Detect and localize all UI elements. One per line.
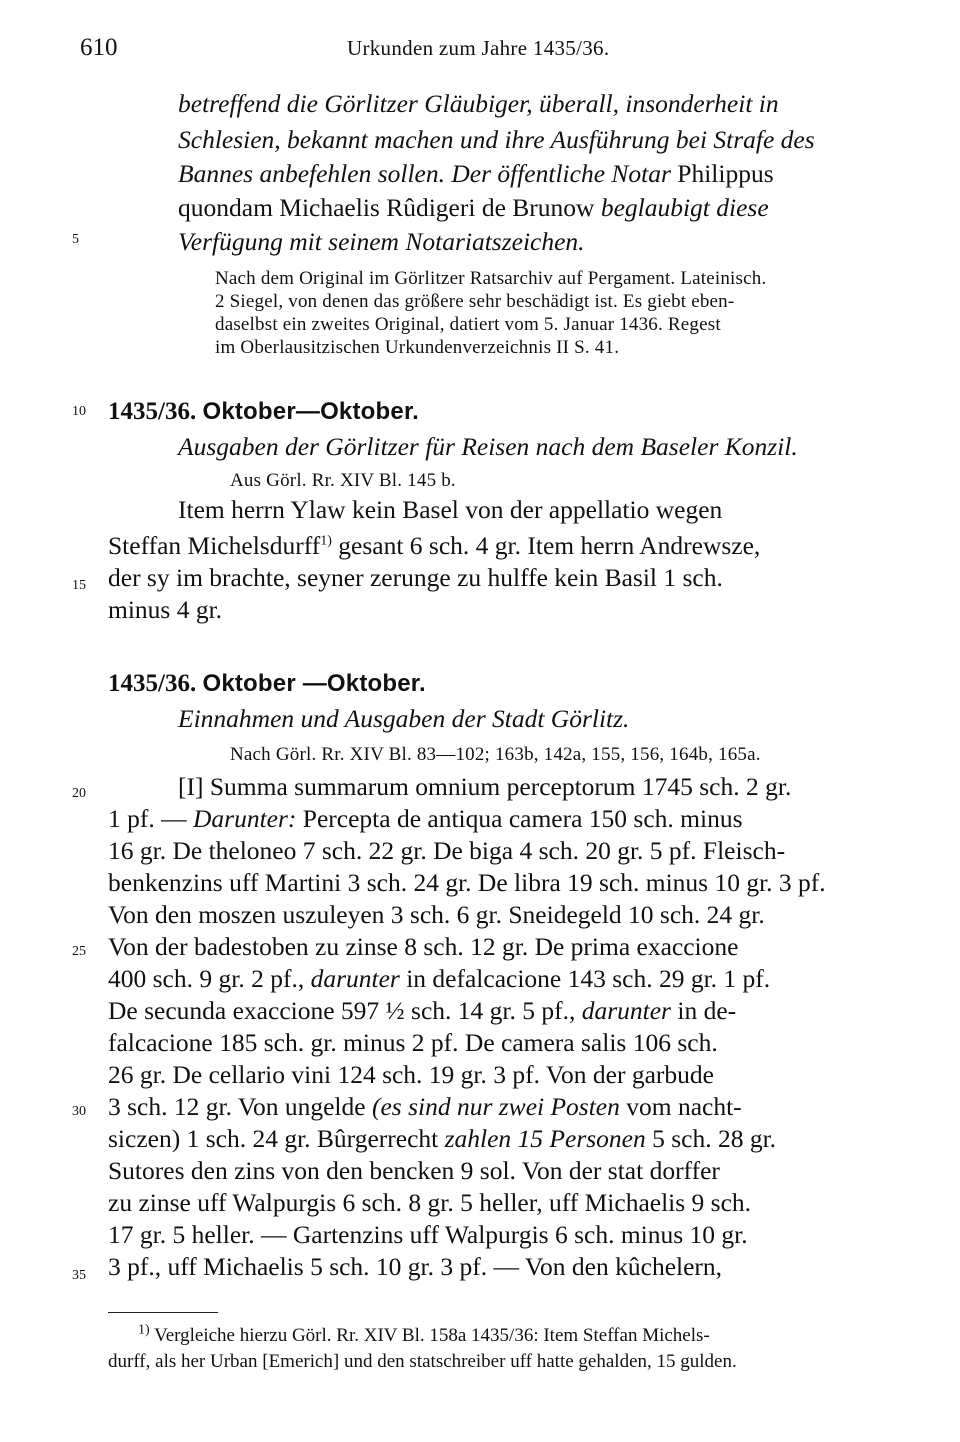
heading-months: Oktober—Oktober. xyxy=(202,398,420,425)
text-span: vom nacht- xyxy=(619,1092,742,1121)
text-span: darunter xyxy=(581,996,671,1025)
text-span: 3 sch. 12 gr. Von ungelde xyxy=(108,1092,372,1121)
text-line xyxy=(108,1123,776,1155)
text-line: 16 gr. De theloneo 7 sch. 22 gr. De biga 4 sch. 20 gr. 5 pf. Fleisch- xyxy=(108,836,786,865)
footnote-line xyxy=(138,1324,710,1348)
source-reference: Nach Görl. Rr. XIV Bl. 83—102; 163b, 142a, 155, 156, 164b, 165a. xyxy=(230,744,761,765)
text-span: gesant 6 sch. 4 gr. Item herrn Andrewsze, xyxy=(338,531,761,560)
page-header xyxy=(80,34,900,64)
entry-heading xyxy=(108,396,419,428)
text-line xyxy=(178,158,774,190)
text-span: 1 pf. — xyxy=(108,804,193,833)
entry-subtitle: Einnahmen und Ausgaben der Stadt Görlitz. xyxy=(178,704,630,733)
text-line: Von der badestoben zu zinse 8 sch. 12 gr. De prima exaccione xyxy=(108,932,739,961)
text-span: siczen) 1 sch. 24 gr. Bûrgerrecht xyxy=(108,1124,445,1153)
text-span: in de- xyxy=(670,996,737,1025)
text-line: 3 pf., uff Michaelis 5 sch. 10 gr. 3 pf. — Von den kûchelern, xyxy=(108,1252,723,1281)
text-line xyxy=(108,803,743,835)
text-span: Philippus xyxy=(677,159,774,188)
text-line: falcacione 185 sch. gr. minus 2 pf. De camera salis 106 sch. xyxy=(108,1028,718,1057)
line-number: 35 xyxy=(72,1268,86,1283)
line-number: 25 xyxy=(72,944,86,959)
text-line: Schlesien, bekannt machen und ihre Ausführung bei Strafe des xyxy=(178,125,815,154)
line-number: 5 xyxy=(72,232,79,247)
footnote-marker: 1) xyxy=(138,1322,150,1338)
footnote-divider xyxy=(108,1312,218,1313)
text-line: minus 4 gr. xyxy=(108,595,223,624)
source-note-line: im Oberlausitzischen Urkundenverzeichnis II S. 41. xyxy=(215,337,620,358)
running-head: Urkunden zum Jahre 1435/36. xyxy=(347,36,610,60)
heading-year: 1435/36. xyxy=(108,398,197,425)
line-number: 30 xyxy=(72,1104,86,1119)
source-note-line: 2 Siegel, von denen das größere sehr beschädigt ist. Es giebt eben- xyxy=(215,291,735,312)
text-line: betreffend die Görlitzer Gläubiger, überall, insonderheit in xyxy=(178,89,779,118)
text-span: Percepta de antiqua camera 150 sch. minus xyxy=(296,804,743,833)
source-reference: Aus Görl. Rr. XIV Bl. 145 b. xyxy=(230,470,456,491)
line-number: 15 xyxy=(72,578,86,593)
footnote-line: durff, als her Urban [Emerich] und den statschreiber uff hatte gehalden, 15 gulden. xyxy=(108,1351,737,1372)
text-line: Sutores den zins von den bencken 9 sol. Von der stat dorffer xyxy=(108,1156,720,1185)
text-span: darunter xyxy=(310,964,400,993)
footnote-marker: 1) xyxy=(320,533,332,549)
text-span: quondam Michaelis Rûdigeri de Brunow xyxy=(178,193,601,222)
text-span: Bannes anbefehlen sollen. Der öffentliche Notar xyxy=(178,159,678,188)
line-number: 10 xyxy=(72,404,86,419)
text-line: Verfügung mit seinem Notariatszeichen. xyxy=(178,227,585,256)
text-span: zahlen 15 Personen xyxy=(444,1124,646,1153)
text-line: 17 gr. 5 heller. — Gartenzins uff Walpurgis 6 sch. minus 10 gr. xyxy=(108,1220,748,1249)
text-span: (es sind nur zwei Posten xyxy=(371,1092,620,1121)
text-line: zu zinse uff Walpurgis 6 sch. 8 gr. 5 heller, uff Michaelis 9 sch. xyxy=(108,1188,752,1217)
text-line xyxy=(108,995,736,1027)
entry-heading xyxy=(108,668,426,700)
text-line xyxy=(108,530,760,562)
text-line: Item herrn Ylaw kein Basel von der appellatio wegen xyxy=(178,495,723,524)
text-span: 400 sch. 9 gr. 2 pf., xyxy=(108,964,311,993)
text-span: Steffan Michelsdurff xyxy=(108,531,321,560)
page-number: 610 xyxy=(80,34,118,61)
text-span: 5 sch. 28 gr. xyxy=(645,1124,777,1153)
text-line: 26 gr. De cellario vini 124 sch. 19 gr. 3 pf. Von der garbude xyxy=(108,1060,714,1089)
text-span: De secunda exaccione 597 ½ sch. 14 gr. 5 pf., xyxy=(108,996,582,1025)
text-line: der sy im brachte, seyner zerunge zu hulffe kein Basil 1 sch. xyxy=(108,563,723,592)
text-line xyxy=(108,963,770,995)
heading-year: 1435/36. xyxy=(108,670,197,697)
footnote-text: Vergleiche hierzu Görl. Rr. XIV Bl. 158a 1435/36: Item Steffan Michels- xyxy=(154,1325,710,1346)
text-line: benkenzins uff Martini 3 sch. 24 gr. De libra 19 sch. minus 10 gr. 3 pf. xyxy=(108,868,826,897)
line-number: 20 xyxy=(72,786,86,801)
text-line: Von den moszen uszuleyen 3 sch. 6 gr. Sneidegeld 10 sch. 24 gr. xyxy=(108,900,765,929)
text-line xyxy=(178,192,769,224)
text-line xyxy=(108,1091,742,1123)
heading-months: Oktober —Oktober. xyxy=(202,670,426,697)
text-line: [I] Summa summarum omnium perceptorum 1745 sch. 2 gr. xyxy=(178,772,792,801)
source-note-line: Nach dem Original im Görlitzer Ratsarchiv auf Pergament. Lateinisch. xyxy=(215,268,767,289)
source-note-line: daselbst ein zweites Original, datiert vom 5. Januar 1436. Regest xyxy=(215,314,721,335)
entry-subtitle: Ausgaben der Görlitzer für Reisen nach dem Baseler Konzil. xyxy=(178,432,798,461)
text-span: Darunter: xyxy=(193,804,297,833)
text-span: beglaubigt diese xyxy=(600,193,769,222)
text-span: in defalcacione 143 sch. 29 gr. 1 pf. xyxy=(399,964,771,993)
